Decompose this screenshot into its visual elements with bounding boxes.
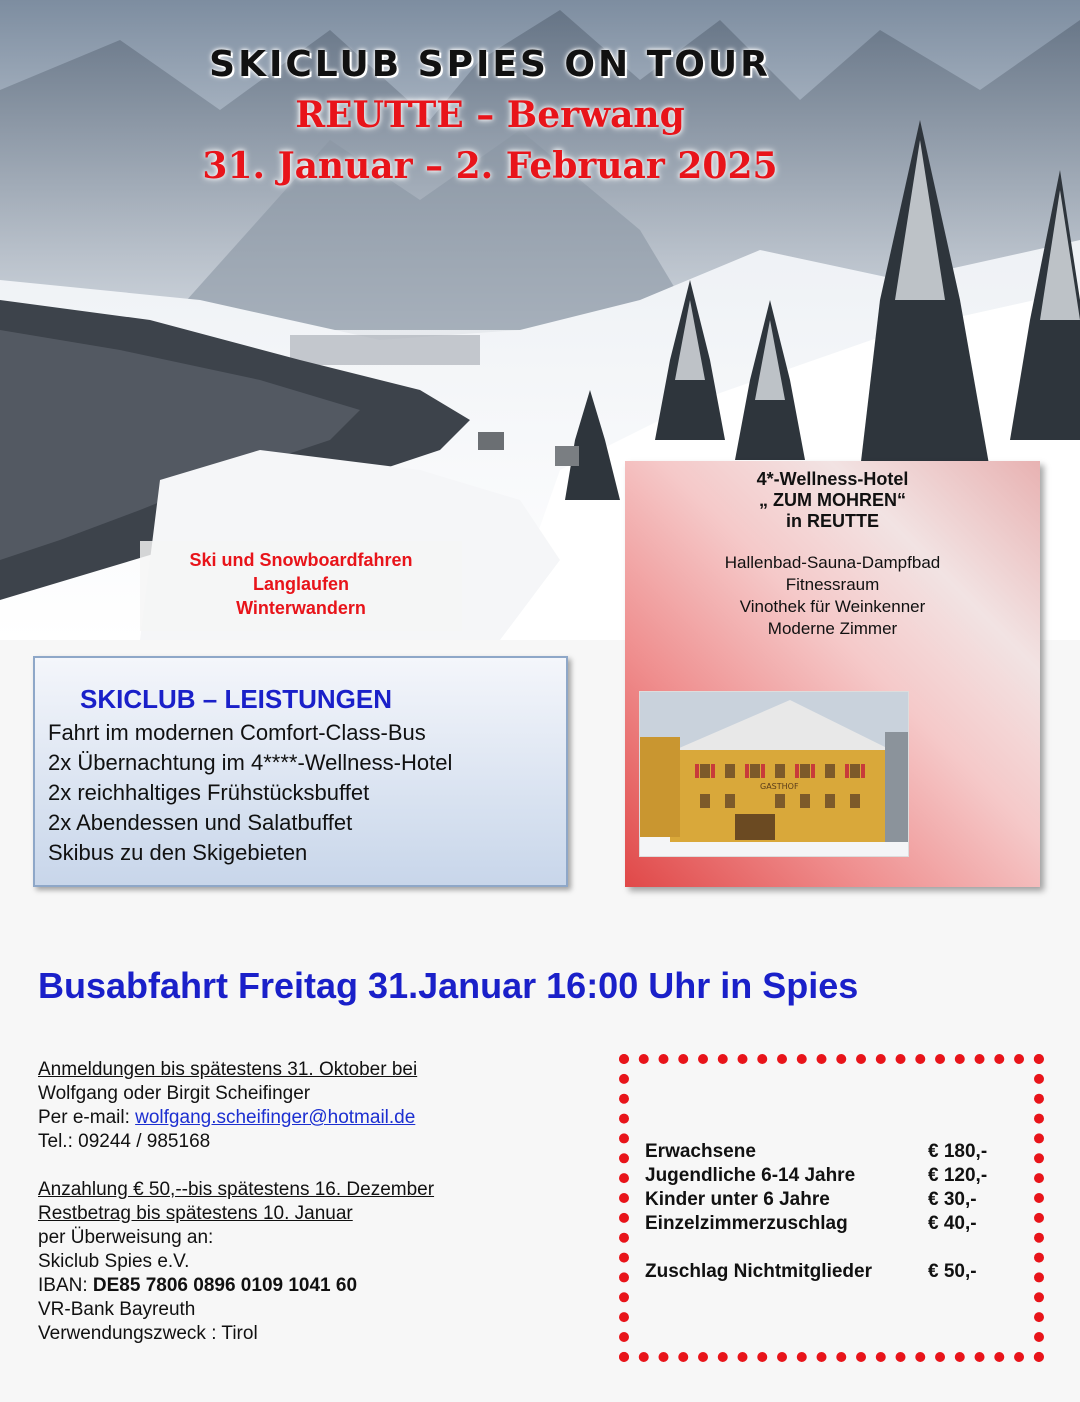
hotel-location: in REUTTE — [786, 511, 879, 531]
services-box — [33, 656, 568, 887]
hotel-category: 4*-Wellness-Hotel — [756, 469, 909, 489]
destination-heading: REUTTE – Berwang — [295, 94, 685, 136]
service-item: 2x Abendessen und Salatbuffet — [48, 810, 353, 835]
payment-reference: Verwendungszweck : Tirol — [38, 1323, 258, 1344]
activity-item: Ski und Snowboardfahren — [189, 550, 413, 570]
hotel-feature: Fitnessraum — [785, 575, 880, 594]
iban-line — [38, 1274, 434, 1298]
hotel-name: „ ZUM MOHREN“ — [759, 490, 906, 510]
email-link[interactable]: wolfgang.scheifinger@hotmail.de — [135, 1107, 416, 1128]
dates-heading: 31. Januar – 2. Februar 2025 — [202, 145, 778, 187]
price-table — [645, 1140, 987, 1284]
page-title: SKICLUB SPIES ON TOUR — [209, 44, 771, 85]
activity-item: Langlaufen — [252, 574, 349, 594]
registration-info — [38, 1058, 434, 1346]
email-line — [38, 1106, 434, 1130]
price-label: Einzelzimmerzuschlag — [645, 1213, 848, 1234]
price-row — [645, 1140, 987, 1164]
price-value: € 120,- — [928, 1165, 988, 1186]
balance-deadline: Restbetrag bis spätestens 10. Januar — [38, 1203, 353, 1224]
service-item: Fahrt im modernen Comfort-Class-Bus — [48, 720, 426, 745]
activities-box — [140, 541, 462, 631]
price-label: Zuschlag Nichtmitglieder — [645, 1261, 872, 1282]
hotel-photo — [639, 691, 909, 857]
price-row — [645, 1164, 987, 1188]
departure-heading: Busabfahrt Freitag 31.Januar 16:00 Uhr in Spies — [38, 965, 859, 1006]
price-label: Erwachsene — [645, 1141, 756, 1162]
account-holder: Skiclub Spies e.V. — [38, 1251, 190, 1272]
service-item: 2x Übernachtung im 4****-Wellness-Hotel — [48, 750, 453, 775]
price-row — [645, 1260, 987, 1284]
deposit-deadline: Anzahlung € 50,--bis spätestens 16. Dezember — [38, 1179, 435, 1200]
price-label: Jugendliche 6-14 Jahre — [645, 1165, 856, 1186]
bank-name: VR-Bank Bayreuth — [38, 1299, 196, 1320]
price-value: € 180,- — [928, 1141, 988, 1162]
activity-item: Winterwandern — [236, 598, 366, 618]
service-item: 2x reichhaltiges Frühstücksbuffet — [48, 780, 370, 805]
price-value: € 40,- — [928, 1213, 977, 1234]
service-item: Skibus zu den Skigebieten — [48, 840, 308, 865]
hotel-feature: Moderne Zimmer — [767, 619, 898, 638]
iban-value: DE85 7806 0896 0109 1041 60 — [92, 1275, 358, 1296]
price-row — [645, 1188, 987, 1212]
registration-deadline: Anmeldungen bis spätestens 31. Oktober bei — [38, 1059, 418, 1080]
services-title: SKICLUB – LEISTUNGEN — [80, 684, 393, 714]
hotel-sign-text: GASTHOF — [760, 782, 799, 791]
hotel-box — [625, 461, 1040, 887]
contact-names: Wolfgang oder Birgit Scheifinger — [38, 1083, 311, 1104]
price-box — [619, 1054, 1044, 1362]
transfer-note: per Überweisung an: — [38, 1227, 214, 1248]
email-label: Per e-mail: — [38, 1107, 136, 1128]
iban-label: IBAN: — [38, 1275, 93, 1296]
price-label: Kinder unter 6 Jahre — [645, 1189, 830, 1210]
price-row — [645, 1212, 987, 1236]
hotel-feature: Vinothek für Weinkenner — [739, 597, 926, 616]
price-value: € 50,- — [928, 1261, 977, 1282]
phone-line: Tel.: 09244 / 985168 — [38, 1131, 211, 1152]
hotel-feature: Hallenbad-Sauna-Dampfbad — [724, 553, 941, 572]
price-value: € 30,- — [928, 1189, 977, 1210]
